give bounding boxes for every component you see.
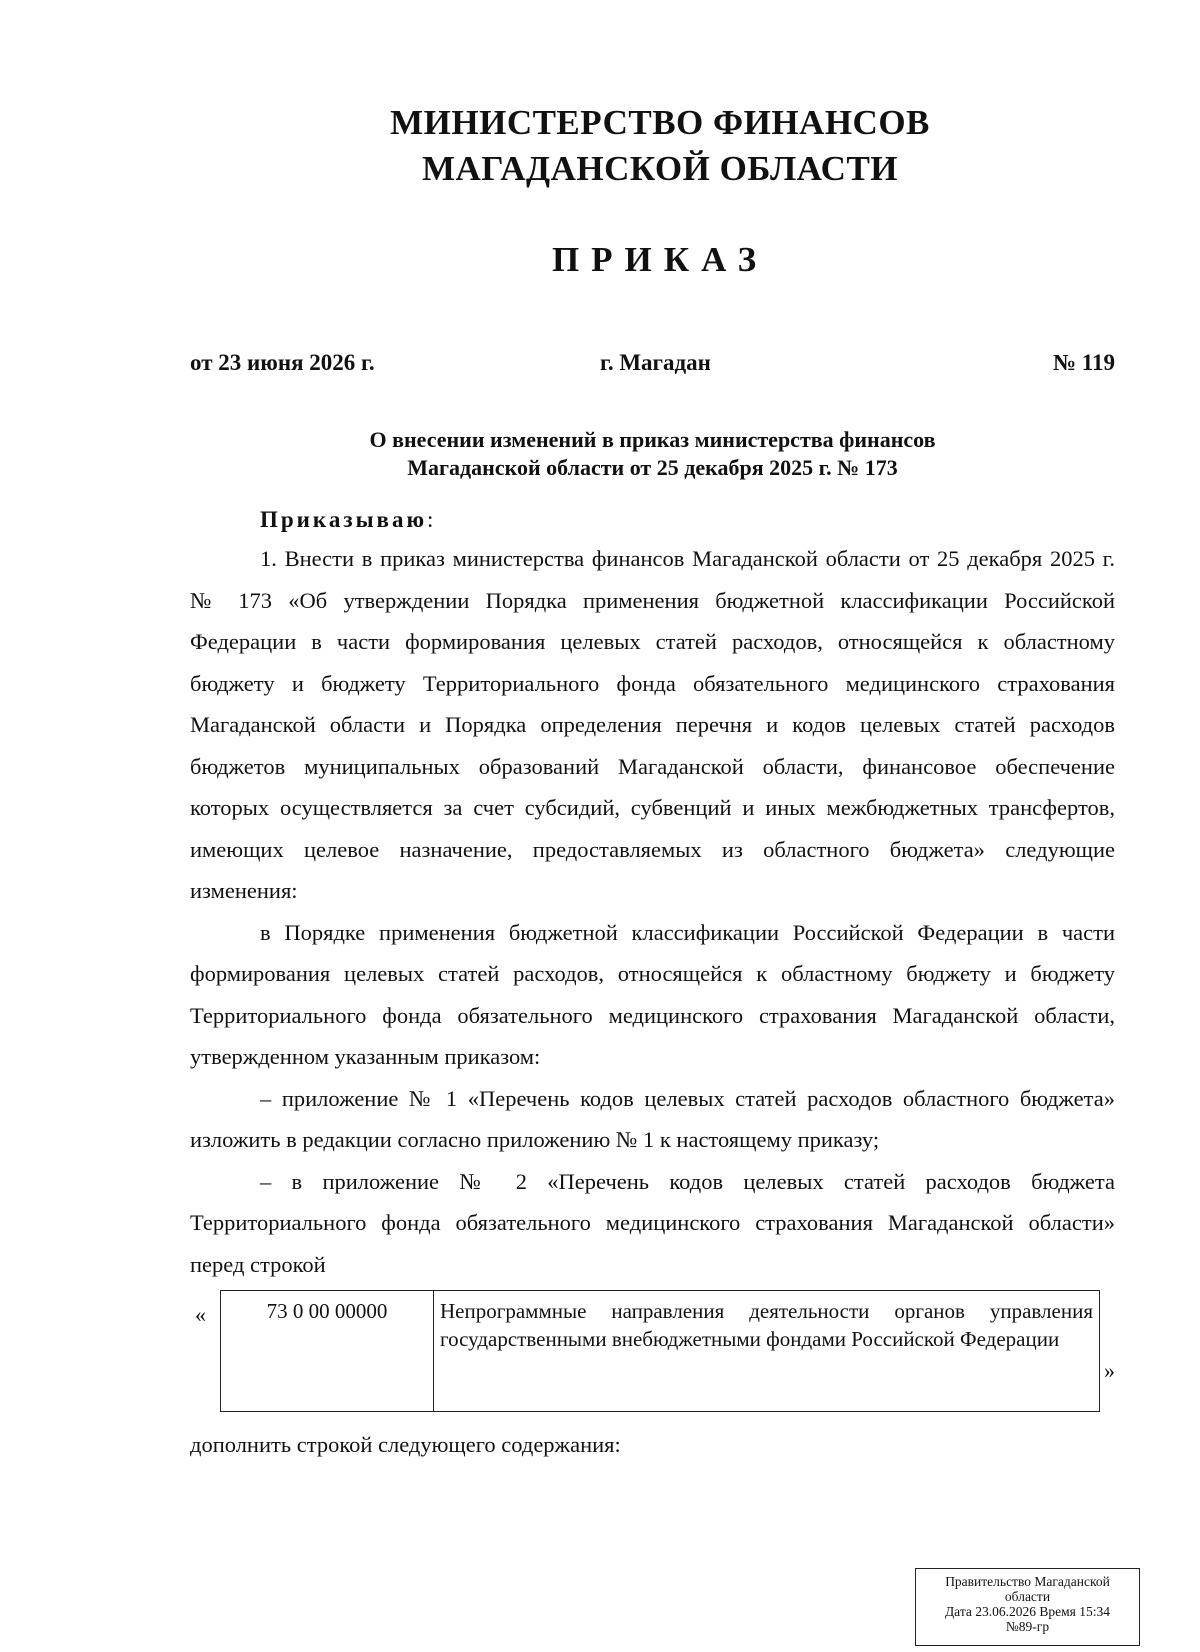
- document-number: № 119: [1052, 350, 1115, 375]
- quoted-table-block: [190, 1290, 1115, 1420]
- paragraph-4: – в приложение № 2 «Перечень кодов целевых статей расходов бюджета Территориального фонда обязательного медицинского страхования Магаданской области» перед строкой: [190, 1168, 1115, 1277]
- ministry-name-line-2: МАГАДАНСКОЙ ОБЛАСТИ: [421, 149, 899, 188]
- code-table: [220, 1290, 1100, 1412]
- subject-line-2: Магаданской области от 25 декабря 2025 г. № 173: [407, 455, 898, 480]
- stamp-line-2: области: [1004, 1589, 1051, 1604]
- document-city: г. Магадан: [600, 350, 711, 375]
- order-directive: [260, 507, 433, 533]
- subject-line-1: О внесении изменений в приказ министерства финансов: [369, 427, 936, 452]
- paragraph-2: в Порядке применения бюджетной классификации Российской Федерации в части формирования целевых статей расходов, относящейся к областному бюджету и бюджету Территориального фонда обязательного медицинского страхования Магаданской области, утвержденном указанным приказом:: [190, 919, 1115, 1069]
- close-quote-mark: »: [1104, 1358, 1115, 1383]
- table-cell-description: Непрограммные направления деятельности органов управления государственными внебюджетными фондами Российской Федерации: [434, 1291, 1100, 1412]
- order-directive-word: Приказываю: [260, 507, 428, 532]
- order-directive-colon: :: [427, 507, 434, 532]
- open-quote-mark: «: [195, 1302, 206, 1327]
- document-type-title: ПРИКАЗ: [551, 240, 769, 279]
- registration-stamp: [915, 1568, 1140, 1646]
- document-date: от 23 июня 2026 г.: [190, 350, 375, 375]
- document-subject: [190, 426, 1115, 482]
- paragraph-1: 1. Внести в приказ министерства финансов Магаданской области от 25 декабря 2025 г. № 173 «Об утверждении Порядка применения бюджетной классификации Российской Федерации в части формирования целевых статей расходов, относящейся к областному бюджету и бюджету Территориального фонда обязательного медицинского страхования Магаданской области и Порядка определения перечня и кодов целевых статей расходов бюджетов муниципальных образований Магаданской области, финансовое обеспечение которых осуществляется за счет субсидий, субвенций и иных межбюджетных трансфертов, имеющих целевое назначение, предоставляемых из областного бюджета» следующие изменения:: [190, 546, 1115, 903]
- document-meta-row: [190, 350, 1115, 380]
- table-row: [221, 1291, 1100, 1412]
- stamp-line-1: Правительство Магаданской: [945, 1574, 1110, 1589]
- supplement-text: дополнить строкой следующего содержания:: [190, 1432, 621, 1457]
- stamp-line-4: №89-гр: [1005, 1619, 1050, 1634]
- paragraph-3: – приложение № 1 «Перечень кодов целевых статей расходов областного бюджета» изложить в редакции согласно приложению № 1 к настоящему приказу;: [190, 1085, 1115, 1152]
- table-cell-code: 73 0 00 00000: [221, 1291, 434, 1412]
- ministry-name-line-1: МИНИСТЕРСТВО ФИНАНСОВ: [390, 103, 930, 142]
- stamp-line-3: Дата 23.06.2026 Время 15:34: [944, 1604, 1111, 1619]
- ministry-name: [0, 100, 1200, 192]
- document-body: [190, 538, 1115, 1285]
